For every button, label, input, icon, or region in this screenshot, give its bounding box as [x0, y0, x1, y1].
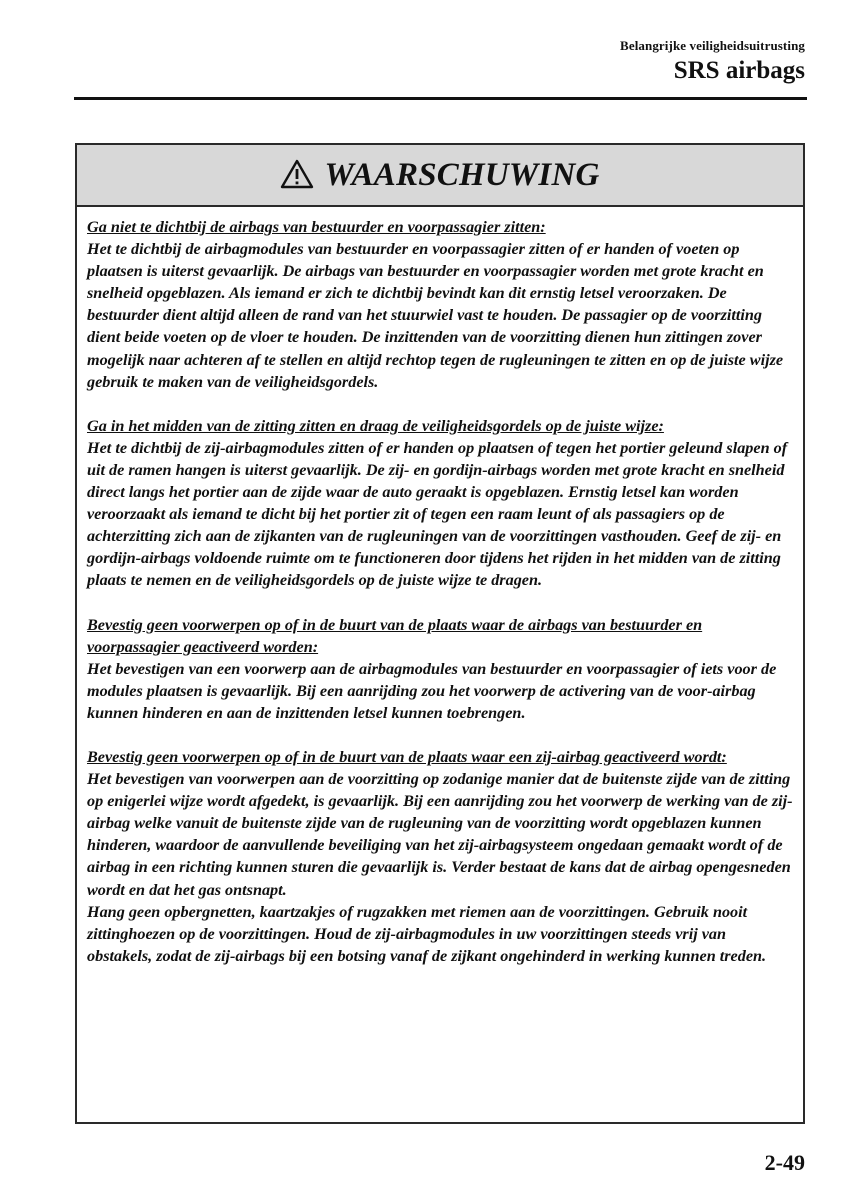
warning-triangle-icon: [280, 159, 314, 189]
section-label: Belangrijke veiligheidsuitrusting: [620, 38, 805, 53]
page-number: 2-49: [764, 1150, 805, 1175]
warning-section: [87, 614, 794, 724]
warning-section: [87, 415, 794, 592]
section-paragraph: Het bevestigen van voorwerpen aan de voorzitting op zodanige manier dat de buitenste zijde van de zitting op enigerlei wijze wordt afgedekt, is gevaarlijk. Bij een aanrijding zou het voorwerp de werking van de zij-airbag welke vanuit de buitenste zijde van de rugleuning van de voorzitting wordt opgeblazen kunnen hinderen, waardoor de aanvullende beveiliging van het zij-airbagsysteem ongedaan gemaakt wordt of de airbag in een richting kunnen sturen die gevaarlijk is. Verder bestaat de kans dat de airbag opengesneden wordt en dat het gas ontsnapt.: [87, 770, 793, 899]
warning-box: [75, 143, 805, 1124]
warning-header: [77, 145, 803, 207]
warning-section: [87, 746, 794, 967]
warning-title: WAARSCHUWING: [324, 156, 600, 193]
section-heading: Ga niet te dichtbij de airbags van bestuurder en voorpassagier zitten:: [87, 218, 546, 236]
page-title: SRS airbags: [673, 57, 805, 84]
section-heading: Bevestig geen voorwerpen op of in de buurt van de plaats waar de airbags van bestuurder en voorpassagier geactiveerd worden:: [87, 615, 703, 656]
section-paragraph: Het te dichtbij de airbagmodules van bestuurder en voorpassagier zitten of er handen of voeten op plaatsen is uiterst gevaarlijk. De airbags van bestuurder en voorpassagier worden met grote kracht en snelheid opgeblazen. Als iemand er zich te dichtbij bevindt kan dit ernstig letsel veroorzaken. De bestuurder dient altijd alleen de rand van het stuurwiel vast te houden. De passagier op de voorzitting dient beide voeten op de vloer te houden. De inzittenden van de voorzitting dienen hun zittingen zover mogelijk naar achteren af te stellen en altijd rechtop tegen de rugleuningen te zitten en op de juiste wijze gebruik te maken van de veiligheidsgordels.: [87, 240, 784, 391]
section-paragraph: Hang geen opbergnetten, kaartzakjes of rugzakken met riemen aan de voorzittingen. Gebruik nooit zittinghoezen op de voorzittingen. Houd de zij-airbagmodules in uw voorzittingen steeds vrij van obstakels, zodat de zij-airbags bij een botsing vanaf de zijkant ongehinderd in werking kunnen treden.: [87, 902, 767, 965]
section-paragraph: Het bevestigen van een voorwerp aan de airbagmodules van bestuurder en voorpassagier of iets voor de modules plaatsen is gevaarlijk. Bij een aanrijding zou het voorwerp de activering van de voor-airbag kunnen hinderen en aan de inzittenden letsel kunnen toebrengen.: [87, 659, 777, 722]
section-heading: Ga in het midden van de zitting zitten en draag de veiligheidsgordels op de juiste wijze:: [87, 416, 664, 435]
warning-body: [77, 207, 803, 967]
section-paragraph: Het te dichtbij de zij-airbagmodules zitten of er handen op plaatsen of tegen het portier geleund slapen of uit de ramen hangen is uiterst gevaarlijk. De zij- en gordijn-airbags worden met grote kracht en snelheid direct langs het portier aan de zijde waar de auto geraakt is opgeblazen. Ernstig letsel kan worden veroorzaakt als iemand te dicht bij het portier zit of tegen een raam leunt of als passagiers op de achterzitting zich aan de zijkanten van de rugleuningen van de voorzittingen vasthouden. Geef de zij- en gordijn-airbags voldoende ruimte om te functioneren door tijdens het rijden in het midden van de zitting plaats te nemen en de veiligheidsgordels op de juiste wijze te dragen.: [87, 438, 788, 590]
header-divider: [74, 97, 807, 100]
warning-section: [87, 216, 794, 393]
section-heading: Bevestig geen voorwerpen op of in de buurt van de plaats waar een zij-airbag geactiveerd wordt:: [87, 747, 727, 766]
